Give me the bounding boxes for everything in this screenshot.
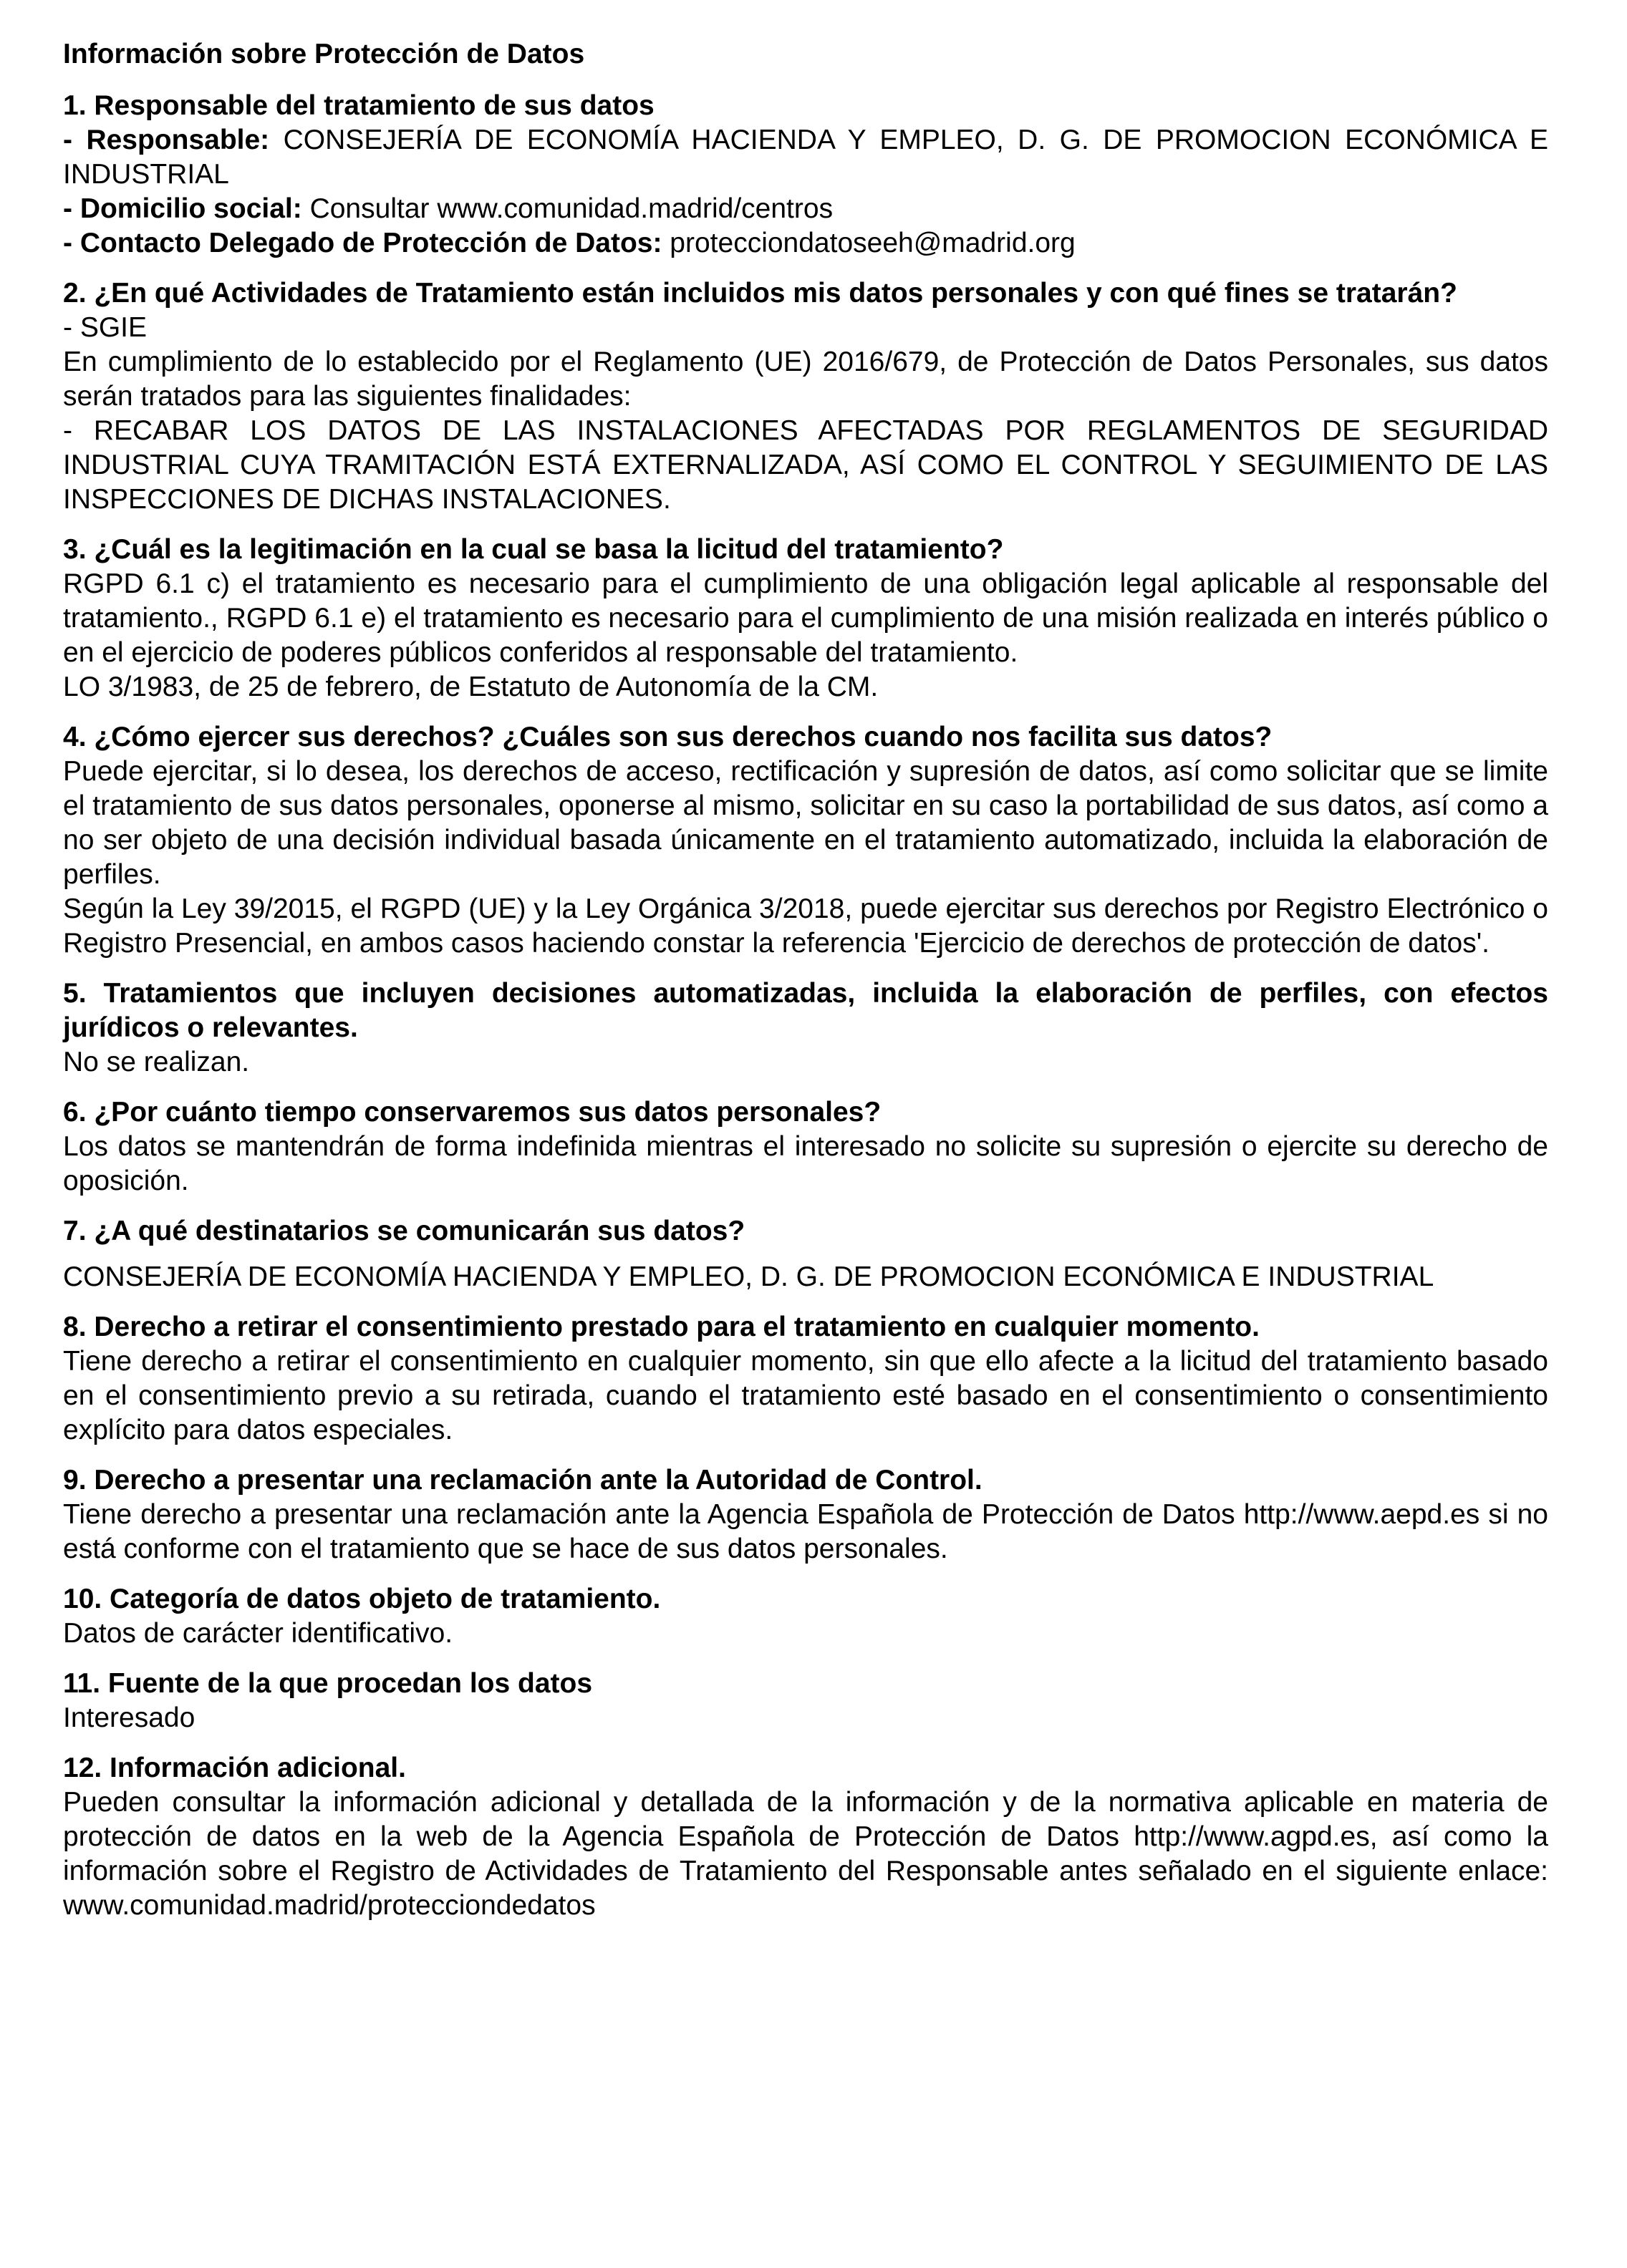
- paragraph: Los datos se mantendrán de forma indefinida mientras el interesado no solicite su supresión o ejercite su derecho de oposición.: [63, 1131, 1548, 1196]
- field-value: CONSEJERÍA DE ECONOMÍA HACIENDA Y EMPLEO, D. G. DE PROMOCION ECONÓMICA E INDUSTRIAL: [63, 125, 1548, 190]
- document-page: [63, 37, 1548, 1939]
- field-label: - Contacto Delegado de Protección de Datos:: [63, 228, 662, 258]
- section-heading: 1. Responsable del tratamiento de sus datos: [63, 90, 655, 121]
- paragraph: Según la Ley 39/2015, el RGPD (UE) y la Ley Orgánica 3/2018, puede ejercitar sus derechos por Registro Electrónico o Registro Presencial, en ambos casos haciendo constar la referencia 'Ejercicio de derechos de protección de datos'.: [63, 893, 1548, 959]
- section-5: [63, 976, 1548, 1080]
- section-4: [63, 720, 1548, 961]
- field-value: Consultar www.comunidad.madrid/centros: [309, 193, 834, 224]
- section-heading: 2. ¿En qué Actividades de Tratamiento están incluidos mis datos personales y con qué fines se tratarán?: [63, 278, 1457, 309]
- paragraph: Puede ejercitar, si lo desea, los derechos de acceso, rectificación y supresión de datos, así como solicitar que se limite el tratamiento de sus datos personales, oponerse al mismo, solicitar en su caso la portabilidad de sus datos, así como a no ser objeto de una decisión individual basada únicamente en el tratamiento automatizado, incluida la elaboración de perfiles.: [63, 756, 1548, 890]
- section-heading: 9. Derecho a presentar una reclamación ante la Autoridad de Control.: [63, 1465, 983, 1496]
- paragraph: Tiene derecho a retirar el consentimiento en cualquier momento, sin que ello afecte a la licitud del tratamiento basado en el consentimiento previo a su retirada, cuando el tratamiento esté basado en el consentimiento o consentimiento explícito para datos especiales.: [63, 1346, 1548, 1445]
- paragraph: LO 3/1983, de 25 de febrero, de Estatuto de Autonomía de la CM.: [63, 672, 879, 702]
- paragraph: Tiene derecho a presentar una reclamación ante la Agencia Española de Protección de Datos http://www.aepd.es si no está conforme con el tratamiento que se hace de sus datos personales.: [63, 1499, 1548, 1564]
- section-heading: 7. ¿A qué destinatarios se comunicarán sus datos?: [63, 1216, 745, 1246]
- paragraph: Datos de carácter identificativo.: [63, 1618, 453, 1649]
- section-10: [63, 1582, 1548, 1651]
- section-1: [63, 89, 1548, 261]
- paragraph: CONSEJERÍA DE ECONOMÍA HACIENDA Y EMPLEO, D. G. DE PROMOCION ECONÓMICA E INDUSTRIAL: [63, 1261, 1434, 1292]
- section-heading: 3. ¿Cuál es la legitimación en la cual se basa la licitud del tratamiento?: [63, 534, 1004, 565]
- section-heading: 5. Tratamientos que incluyen decisiones automatizadas, incluida la elaboración de perfiles, con efectos jurídicos o relevantes.: [63, 978, 1548, 1043]
- section-heading: 10. Categoría de datos objeto de tratamiento.: [63, 1584, 661, 1614]
- contacto-line: [63, 226, 1548, 261]
- section-3: [63, 533, 1548, 704]
- section-6: [63, 1095, 1548, 1198]
- section-12: [63, 1751, 1548, 1923]
- section-8: [63, 1310, 1548, 1448]
- paragraph: En cumplimiento de lo establecido por el Reglamento (UE) 2016/679, de Protección de Datos Personales, sus datos serán tratados para las siguientes finalidades:: [63, 346, 1548, 412]
- section-heading: 4. ¿Cómo ejercer sus derechos? ¿Cuáles son sus derechos cuando nos facilita sus datos?: [63, 722, 1273, 752]
- paragraph: Interesado: [63, 1702, 195, 1733]
- field-value: protecciondatoseeh@madrid.org: [670, 228, 1076, 258]
- section-2: [63, 276, 1548, 517]
- section-heading: 12. Información adicional.: [63, 1753, 406, 1783]
- document-title: Información sobre Protección de Datos: [63, 39, 585, 69]
- domicilio-line: [63, 192, 1548, 226]
- paragraph: Pueden consultar la información adicional y detallada de la información y de la normativa aplicable en materia de protección de datos en la web de la Agencia Española de Protección de Datos http://www.agpd.es, así como la información sobre el Registro de Actividades de Tratamiento del Responsable antes señalado en el siguiente enlace: www.comunidad.madrid/protecciondedatos: [63, 1787, 1548, 1921]
- section-11: [63, 1667, 1548, 1735]
- section-7: [63, 1214, 1548, 1294]
- section-heading: 11. Fuente de la que procedan los datos: [63, 1668, 593, 1699]
- field-label: - Domicilio social:: [63, 193, 302, 224]
- paragraph: - SGIE: [63, 312, 148, 343]
- section-heading: 6. ¿Por cuánto tiempo conservaremos sus datos personales?: [63, 1097, 882, 1128]
- paragraph: RGPD 6.1 c) el tratamiento es necesario para el cumplimiento de una obligación legal aplicable al responsable del tratamiento., RGPD 6.1 e) el tratamiento es necesario para el cumplimiento de una misión realizada en interés público o en el ejercicio de poderes públicos conferidos al responsable del tratamiento.: [63, 568, 1548, 668]
- field-label: - Responsable:: [63, 125, 270, 155]
- responsable-line: [63, 123, 1548, 192]
- paragraph: No se realizan.: [63, 1047, 250, 1077]
- section-9: [63, 1463, 1548, 1566]
- paragraph: - RECABAR LOS DATOS DE LAS INSTALACIONES AFECTADAS POR REGLAMENTOS DE SEGURIDAD INDUSTRIAL CUYA TRAMITACIÓN ESTÁ EXTERNALIZADA, ASÍ COMO EL CONTROL Y SEGUIMIENTO DE LAS INSPECCIONES DE DICHAS INSTALACIONES.: [63, 415, 1548, 515]
- section-heading: 8. Derecho a retirar el consentimiento prestado para el tratamiento en cualquier momento.: [63, 1312, 1260, 1342]
